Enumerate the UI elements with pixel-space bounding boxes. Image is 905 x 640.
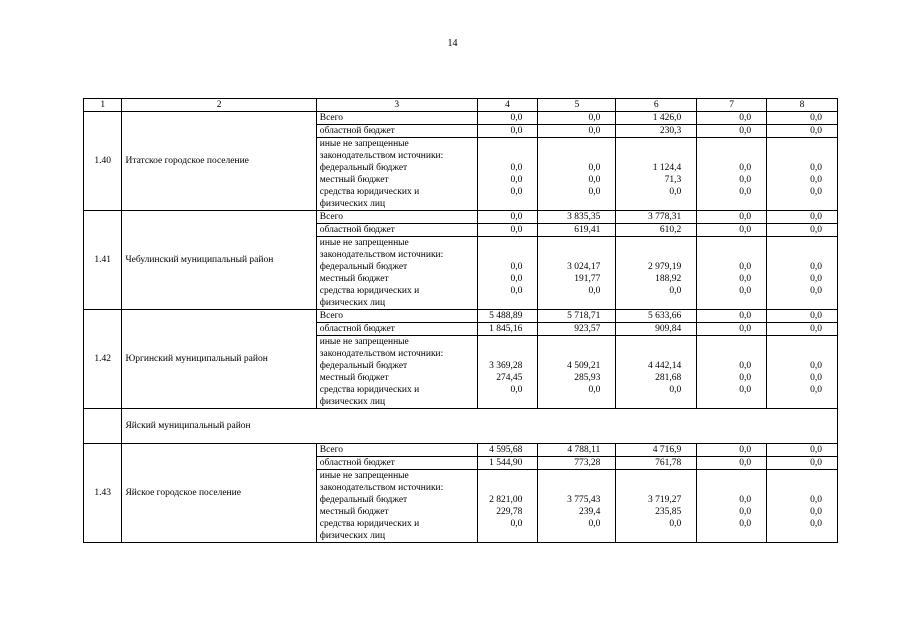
total-row <box>84 112 838 125</box>
legal-value: 0,0 <box>810 519 822 529</box>
source-label: Всего <box>316 310 477 323</box>
value-cell: 0,0 <box>697 444 767 457</box>
value-cell-group <box>767 138 838 211</box>
value-cell-group <box>477 336 538 409</box>
item-number: 1.40 <box>84 112 122 211</box>
value-cell-group <box>538 138 616 211</box>
legal-value: 0,0 <box>739 519 752 529</box>
federal-value: 3 775,43 <box>567 495 601 505</box>
local-value: 0,0 <box>810 507 822 517</box>
source-label: средства юридических и <box>319 187 420 197</box>
source-label: Всего <box>316 112 477 125</box>
federal-value: 3 719,27 <box>648 495 682 505</box>
source-label: иные не запрещенные <box>319 471 409 481</box>
legal-value: 0,0 <box>669 187 682 197</box>
local-value: 274,45 <box>496 373 523 383</box>
legal-value: 0,0 <box>669 286 682 296</box>
local-value: 188,92 <box>655 274 682 284</box>
value-cell-group <box>477 470 538 543</box>
source-label: областной бюджет <box>316 323 477 336</box>
source-label: законодательством источники: <box>319 151 444 161</box>
source-label: физических лиц <box>319 199 386 209</box>
value-cell-group <box>477 138 538 211</box>
legal-value: 0,0 <box>510 286 523 296</box>
value-cell: 0,0 <box>767 457 838 470</box>
source-label-group <box>316 138 477 211</box>
federal-value: 2 821,00 <box>489 495 523 505</box>
value-cell-group <box>538 470 616 543</box>
source-label: средства юридических и <box>319 519 420 529</box>
value-cell-group <box>616 470 697 543</box>
municipality-name: Юргинский муниципальный район <box>122 310 316 409</box>
source-label: федеральный бюджет <box>319 495 408 505</box>
source-label: федеральный бюджет <box>319 262 408 272</box>
value-cell: 230,3 <box>616 125 697 138</box>
value-cell: 0,0 <box>697 211 767 224</box>
local-value: 0,0 <box>810 373 822 383</box>
page-number: 14 <box>447 38 458 49</box>
funding-table <box>83 98 838 543</box>
federal-value: 4 509,21 <box>567 361 601 371</box>
source-label: местный бюджет <box>319 274 389 284</box>
legal-value: 0,0 <box>810 286 822 296</box>
local-value: 0,0 <box>739 274 752 284</box>
column-number: 8 <box>767 99 838 112</box>
item-number: 1.41 <box>84 211 122 310</box>
value-cell-group <box>767 237 838 310</box>
federal-value: 1 124,4 <box>652 163 682 173</box>
value-cell: 0,0 <box>697 310 767 323</box>
value-cell: 3 778,31 <box>616 211 697 224</box>
local-value: 71,3 <box>664 175 682 185</box>
local-value: 191,77 <box>574 274 601 284</box>
value-cell: 0,0 <box>477 211 538 224</box>
rayon-heading-row <box>84 409 838 444</box>
column-number-row <box>84 99 838 112</box>
federal-value: 0,0 <box>739 361 752 371</box>
value-cell: 0,0 <box>538 125 616 138</box>
value-cell: 4 788,11 <box>538 444 616 457</box>
column-number: 3 <box>316 99 477 112</box>
source-label-group <box>316 470 477 543</box>
legal-value: 0,0 <box>588 385 601 395</box>
source-label: иные не запрещенные <box>319 337 409 347</box>
value-cell: 3 835,35 <box>538 211 616 224</box>
federal-value: 0,0 <box>510 163 523 173</box>
source-label: федеральный бюджет <box>319 163 408 173</box>
federal-value: 0,0 <box>739 495 752 505</box>
local-value: 229,78 <box>496 507 523 517</box>
total-row <box>84 211 838 224</box>
value-cell: 0,0 <box>477 224 538 237</box>
value-cell-group <box>767 470 838 543</box>
value-cell: 1 845,16 <box>477 323 538 336</box>
source-label: Всего <box>316 444 477 457</box>
value-cell: 0,0 <box>477 125 538 138</box>
value-cell: 1 426,0 <box>616 112 697 125</box>
local-value: 285,93 <box>574 373 601 383</box>
value-cell-group <box>767 336 838 409</box>
local-value: 235,85 <box>655 507 682 517</box>
legal-value: 0,0 <box>510 519 523 529</box>
municipality-name: Яйское городское поселение <box>122 444 316 543</box>
item-number: 1.42 <box>84 310 122 409</box>
value-cell: 0,0 <box>697 323 767 336</box>
federal-value: 0,0 <box>739 262 752 272</box>
value-cell: 0,0 <box>697 125 767 138</box>
value-cell: 0,0 <box>767 211 838 224</box>
federal-value: 3 369,28 <box>489 361 523 371</box>
source-label: законодательством источники: <box>319 349 444 359</box>
source-label: физических лиц <box>319 531 386 541</box>
source-label: законодательством источники: <box>319 250 444 260</box>
federal-value: 0,0 <box>810 361 822 371</box>
federal-value: 0,0 <box>739 163 752 173</box>
value-cell-group <box>616 237 697 310</box>
item-number: 1.43 <box>84 444 122 543</box>
value-cell: 923,57 <box>538 323 616 336</box>
local-value: 0,0 <box>739 373 752 383</box>
source-label: областной бюджет <box>316 224 477 237</box>
value-cell: 0,0 <box>767 125 838 138</box>
total-row <box>84 310 838 323</box>
total-row <box>84 444 838 457</box>
legal-value: 0,0 <box>739 187 752 197</box>
legal-value: 0,0 <box>588 519 601 529</box>
value-cell: 1 544,90 <box>477 457 538 470</box>
legal-value: 0,0 <box>669 385 682 395</box>
source-label: областной бюджет <box>316 457 477 470</box>
source-label: областной бюджет <box>316 125 477 138</box>
local-value: 0,0 <box>810 175 822 185</box>
column-number: 7 <box>697 99 767 112</box>
source-label: средства юридических и <box>319 385 420 395</box>
source-label-group <box>316 336 477 409</box>
source-label: иные не запрещенные <box>319 139 409 149</box>
value-cell-group <box>697 138 767 211</box>
municipality-name: Чебулинский муниципальный район <box>122 211 316 310</box>
federal-value: 0,0 <box>510 262 523 272</box>
value-cell: 4 595,68 <box>477 444 538 457</box>
value-cell-group <box>697 336 767 409</box>
local-value: 239,4 <box>578 507 601 517</box>
value-cell-group <box>538 336 616 409</box>
value-cell: 0,0 <box>767 112 838 125</box>
legal-value: 0,0 <box>510 187 523 197</box>
value-cell: 0,0 <box>767 224 838 237</box>
federal-value: 3 024,17 <box>567 262 601 272</box>
legal-value: 0,0 <box>810 187 822 197</box>
value-cell: 773,28 <box>538 457 616 470</box>
legal-value: 0,0 <box>510 385 523 395</box>
value-cell-group <box>697 237 767 310</box>
local-value: 0,0 <box>510 175 523 185</box>
federal-value: 0,0 <box>588 163 601 173</box>
value-cell: 610,2 <box>616 224 697 237</box>
source-label-group <box>316 237 477 310</box>
column-number: 1 <box>84 99 122 112</box>
column-number: 5 <box>538 99 616 112</box>
source-label: местный бюджет <box>319 507 389 517</box>
source-label: Всего <box>316 211 477 224</box>
value-cell: 0,0 <box>697 457 767 470</box>
local-value: 0,0 <box>739 175 752 185</box>
local-value: 0,0 <box>588 175 601 185</box>
value-cell-group <box>538 237 616 310</box>
rayon-heading: Яйский муниципальный район <box>122 409 838 444</box>
local-value: 0,0 <box>510 274 523 284</box>
source-label: федеральный бюджет <box>319 361 408 371</box>
source-label: физических лиц <box>319 298 386 308</box>
value-cell-group <box>616 138 697 211</box>
value-cell: 0,0 <box>538 112 616 125</box>
legal-value: 0,0 <box>739 286 752 296</box>
source-label: физических лиц <box>319 397 386 407</box>
federal-value: 4 442,14 <box>648 361 682 371</box>
legal-value: 0,0 <box>739 385 752 395</box>
local-value: 0,0 <box>739 507 752 517</box>
value-cell: 0,0 <box>477 112 538 125</box>
value-cell-group <box>616 336 697 409</box>
value-cell: 4 716,9 <box>616 444 697 457</box>
local-value: 281,68 <box>655 373 682 383</box>
value-cell: 909,84 <box>616 323 697 336</box>
value-cell: 619,41 <box>538 224 616 237</box>
value-cell: 5 633,66 <box>616 310 697 323</box>
value-cell-group <box>697 470 767 543</box>
value-cell: 761,78 <box>616 457 697 470</box>
value-cell: 0,0 <box>767 444 838 457</box>
legal-value: 0,0 <box>588 286 601 296</box>
value-cell: 5 488,89 <box>477 310 538 323</box>
column-number: 2 <box>122 99 316 112</box>
value-cell: 0,0 <box>767 323 838 336</box>
empty-cell <box>84 409 122 444</box>
federal-value: 0,0 <box>810 163 822 173</box>
value-cell: 0,0 <box>697 224 767 237</box>
federal-value: 2 979,19 <box>648 262 682 272</box>
legal-value: 0,0 <box>810 385 822 395</box>
column-number: 6 <box>616 99 697 112</box>
source-label: местный бюджет <box>319 373 389 383</box>
local-value: 0,0 <box>810 274 822 284</box>
municipality-name: Итатское городское поселение <box>122 112 316 211</box>
value-cell: 0,0 <box>697 112 767 125</box>
federal-value: 0,0 <box>810 262 822 272</box>
value-cell: 0,0 <box>767 310 838 323</box>
value-cell: 5 718,71 <box>538 310 616 323</box>
source-label: иные не запрещенные <box>319 238 409 248</box>
federal-value: 0,0 <box>810 495 822 505</box>
legal-value: 0,0 <box>669 519 682 529</box>
source-label: местный бюджет <box>319 175 389 185</box>
legal-value: 0,0 <box>588 187 601 197</box>
column-number: 4 <box>477 99 538 112</box>
value-cell-group <box>477 237 538 310</box>
source-label: средства юридических и <box>319 286 420 296</box>
source-label: законодательством источники: <box>319 483 444 493</box>
